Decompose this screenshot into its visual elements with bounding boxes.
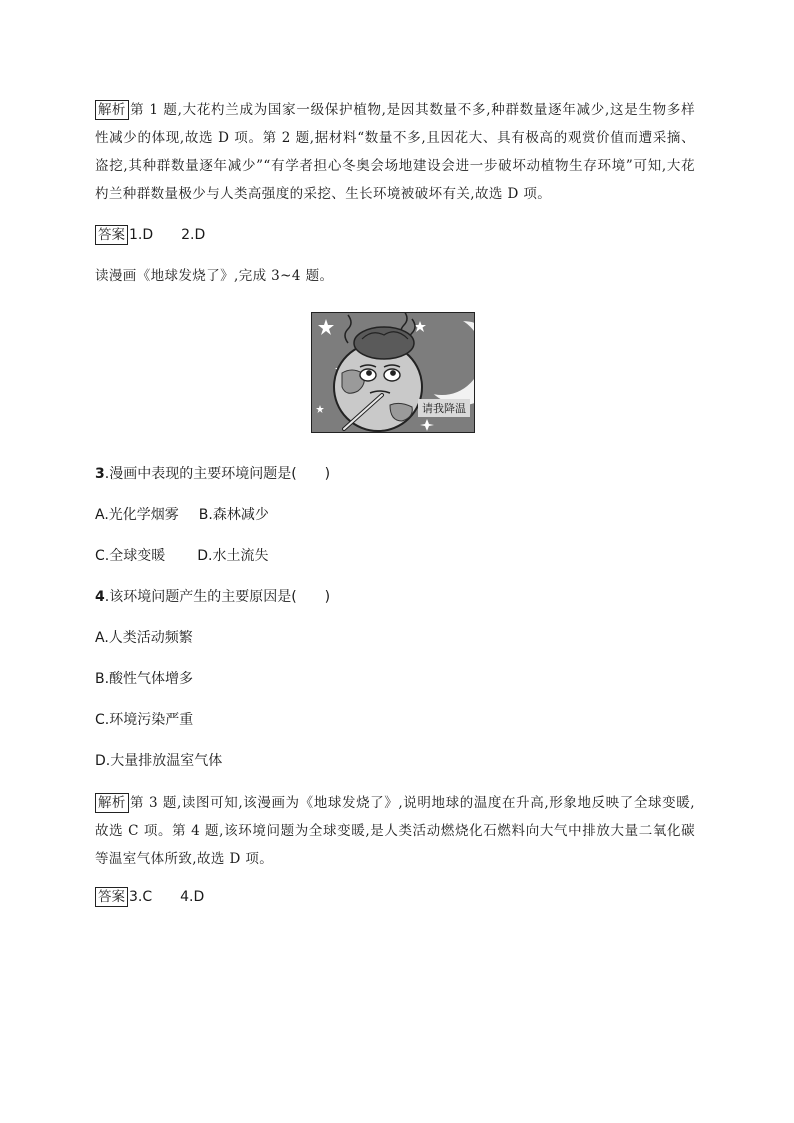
- option-c[interactable]: C.环境污染严重: [95, 712, 194, 728]
- intro-text: 读漫画《地球发烧了》,完成 3~4 题。: [95, 268, 334, 284]
- answer-value: 1.D: [129, 227, 154, 243]
- analysis-text: 第 1 题,大花杓兰成为国家一级保护植物,是因其数量不多,种群数量逐年减少,这是生物多样性减少的体现,故选 D 项。第 2 题,据材料“数量不多,且因花大、具有极高的观赏价值而遭采摘、盗挖,其种群数量逐年减少”“有学者担心冬奥会场地建设会进一步破坏动植物生存环境”可知,大花杓兰种群数量极少与人类高强度的采挖、生长环境被破坏有关,故选 D 项。: [95, 102, 695, 202]
- analysis-text: 第 3 题,读图可知,该漫画为《地球发烧了》,说明地球的温度在升高,形象地反映了全球变暖,故选 C 项。第 4 题,该环境问题为全球变暖,是人类活动燃烧化石燃料向大气中排放大量二氧化碳等温室气体所致,故选 D 项。: [95, 795, 695, 867]
- question-3: [95, 463, 695, 485]
- option-d[interactable]: D.水土流失: [197, 548, 269, 564]
- answer-tag: 答案: [95, 887, 128, 907]
- caption-text: 请我降温: [422, 402, 466, 415]
- option-d[interactable]: D.大量排放温室气体: [95, 753, 223, 769]
- cartoon-figure: [311, 312, 475, 433]
- analysis-paragraph: [95, 789, 695, 873]
- option-a[interactable]: A.光化学烟雾: [95, 507, 179, 523]
- question-3-options-row-2: [95, 545, 695, 567]
- intro-block: [95, 265, 695, 287]
- option-a[interactable]: A.人类活动频繁: [95, 630, 193, 646]
- answer-block-2: [95, 886, 695, 908]
- option-b[interactable]: B.森林减少: [198, 507, 269, 523]
- question-stem: [95, 586, 695, 608]
- option-row: [95, 504, 695, 526]
- answer-value: 4.D: [180, 889, 205, 905]
- question-4: [95, 586, 695, 608]
- answer-block-1: [95, 224, 695, 246]
- earth-fever-cartoon: [312, 313, 474, 432]
- question-4-option-d-row: [95, 750, 695, 772]
- answer-line: [95, 224, 695, 246]
- question-4-option-c-row: [95, 709, 695, 731]
- analysis-paragraph: [95, 96, 695, 208]
- question-3-options-row-1: [95, 504, 695, 526]
- question-number: 4: [95, 589, 105, 605]
- analysis-block-2: [95, 789, 695, 873]
- option-b[interactable]: B.酸性气体增多: [95, 671, 194, 687]
- analysis-block-1: [95, 96, 695, 208]
- option-c[interactable]: C.全球变暖: [95, 548, 166, 564]
- answer-line: [95, 886, 695, 908]
- question-number: 3: [95, 466, 105, 482]
- analysis-tag: 解析: [95, 793, 129, 813]
- question-text: .该环境问题产生的主要原因是( ): [104, 589, 331, 605]
- question-4-option-a-row: [95, 627, 695, 649]
- analysis-tag: 解析: [95, 100, 129, 120]
- answer-value: 3.C: [129, 889, 153, 905]
- ice-bag-icon: [354, 327, 414, 359]
- option-row: [95, 545, 695, 567]
- answer-value: 2.D: [181, 227, 206, 243]
- question-text: .漫画中表现的主要环境问题是( ): [104, 466, 331, 482]
- answer-tag: 答案: [95, 225, 128, 245]
- question-4-option-b-row: [95, 668, 695, 690]
- question-stem: [95, 463, 695, 485]
